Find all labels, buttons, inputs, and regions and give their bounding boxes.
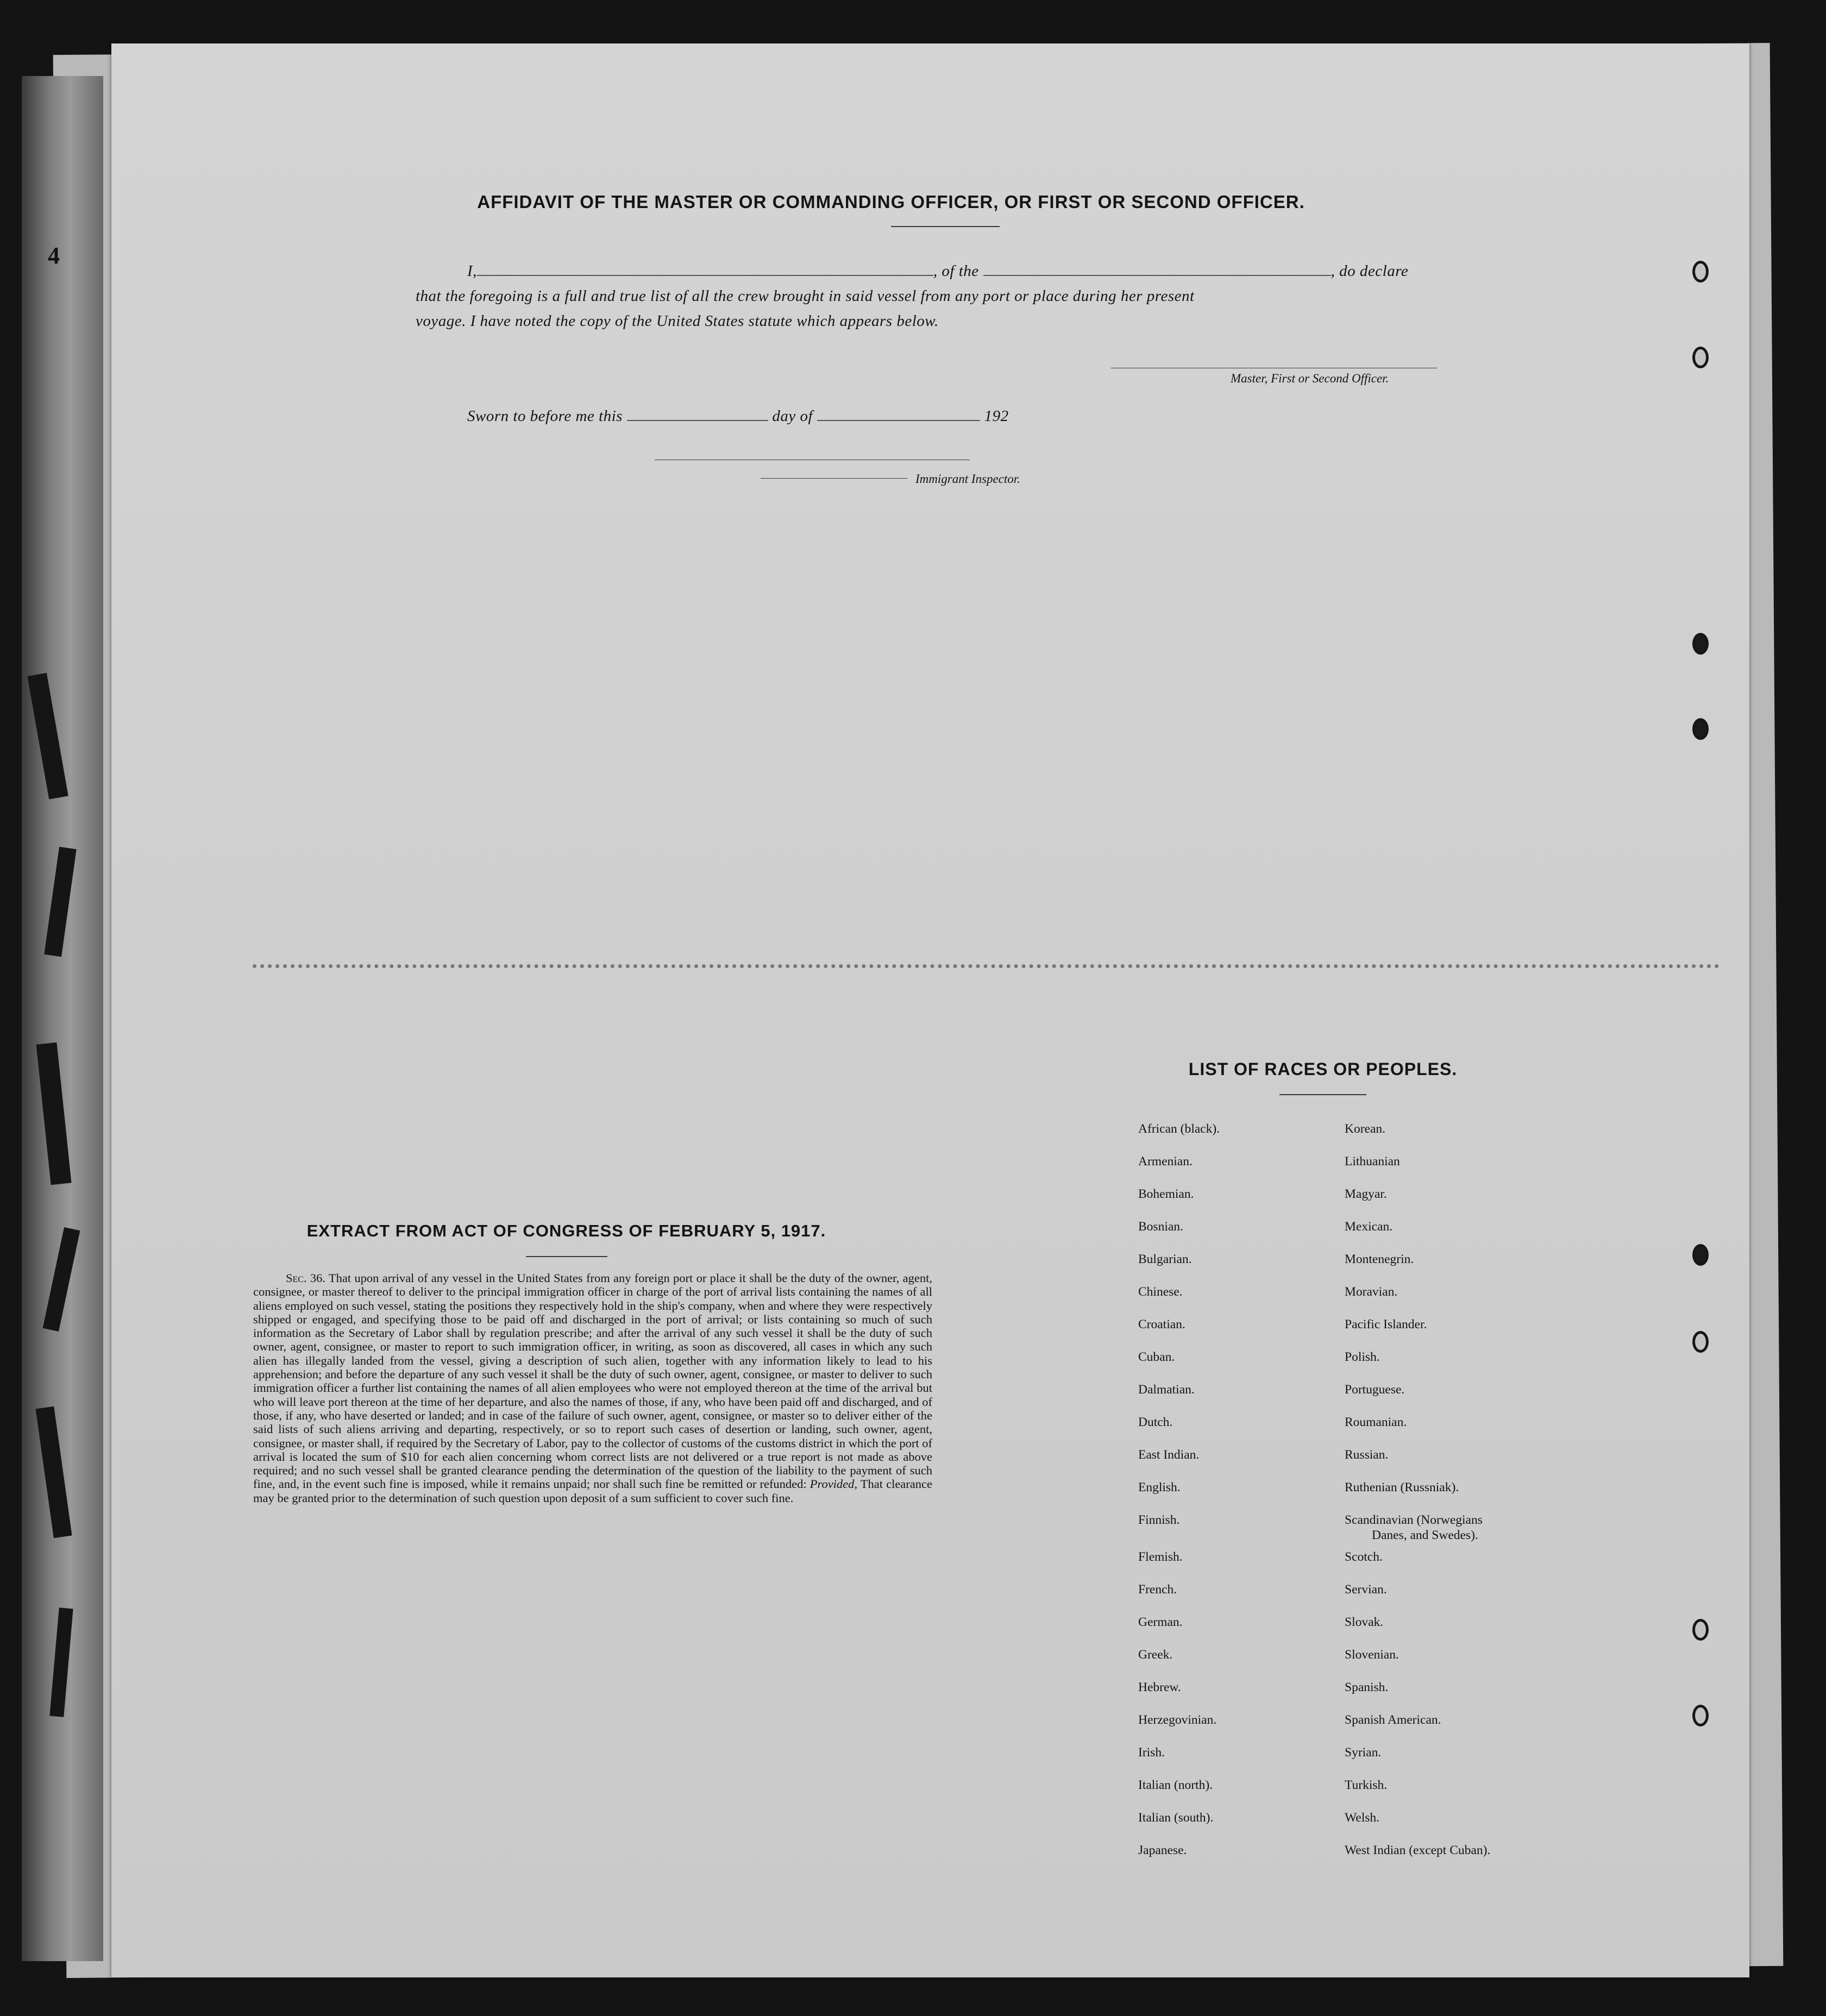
- punch-hole: [1692, 718, 1709, 740]
- race-item-right: Spanish.: [1345, 1680, 1389, 1694]
- inspector-line: [761, 478, 907, 479]
- race-item-left: Italian (north).: [1138, 1778, 1213, 1792]
- race-item-right: Portuguese.: [1345, 1383, 1405, 1397]
- punch-hole: [1692, 1619, 1709, 1641]
- race-item-left: Finnish.: [1138, 1513, 1180, 1527]
- sworn-day-of: day of: [772, 407, 813, 425]
- punch-hole: [1692, 1705, 1709, 1726]
- affidavit-line-2: that the foregoing is a full and true list of all the crew brought in said vessel from any port or place during her present: [416, 287, 1195, 305]
- race-item-left: Armenian.: [1138, 1154, 1193, 1169]
- race-item-left: Herzegovinian.: [1138, 1713, 1217, 1727]
- race-item-left: Dalmatian.: [1138, 1383, 1195, 1397]
- bleed-through-text: [225, 158, 1736, 187]
- race-item-right: Danes, and Swedes).: [1372, 1528, 1478, 1542]
- race-item-left: Greek.: [1138, 1648, 1173, 1662]
- race-item-left: African (black).: [1138, 1122, 1220, 1136]
- race-item-left: Bulgarian.: [1138, 1252, 1192, 1266]
- races-heading: LIST OF RACES OR PEOPLES.: [1188, 1059, 1458, 1079]
- extract-heading-rule: [526, 1256, 607, 1257]
- race-item-left: Hebrew.: [1138, 1680, 1181, 1694]
- punch-hole: [1692, 1331, 1709, 1353]
- race-item-right: Korean.: [1345, 1122, 1386, 1136]
- race-item-left: Japanese.: [1138, 1843, 1187, 1857]
- sworn-date-blank: [627, 406, 768, 421]
- race-item-right: Servian.: [1345, 1582, 1387, 1597]
- race-item-right: Turkish.: [1345, 1778, 1388, 1792]
- section-body: That upon arrival of any vessel in the United States from any foreign port or place it shall be the duty of the owner, agent, consignee, or master thereof to deliver to the principal immigration officer in charge of the port of arrival lists containing the names of all aliens employed on such vessel, stating the positions they respectively hold in the ship's company, when and where they were respectively shipped or engaged, and specifying those to be paid off and discharged in the port of arrival; or lists containing so much of such information as the Secretary of Labor shall by regulation prescribe; and after the arrival of any such vessel it shall be the duty of such owner, agent, consignee, or master to report to such immigration officer, in writing, as soon as discovered, all cases in which any such alien has illegally landed from the vessel, giving a description of such alien, together with any information likely to lead to his apprehension; and before the departure of any such vessel it shall be the duty of such owner, agent, consignee, or master to deliver to such immigration officer a further list containing the names of all alien employees who were not employed thereon at the time of the arrival but who will leave port thereon at the time of her departure, and also the names of those, if any, who have been paid off and discharged, and of those, if any, who have deserted or landed; and in case of the failure of such owner, agent, consignee, or master so to deliver either of the said lists of such aliens arriving and departing, respectively, or so to report such cases of desertion or landing, such owner, agent, consignee, or master shall, if required by the Secretary of Labor, pay to the collector of customs of the customs district in which the port of arrival is located the sum of $10 for each alien concerning whom correct lists are not delivered or a true report is not made as above required; and no such vessel shall be granted clearance pending the determination of the question of the liability to the payment of such fine, and, in the event such fine is imposed, while it remains unpaid; nor shall such fine be remitted or refunded:: [253, 1271, 933, 1491]
- inspector-label: Immigrant Inspector.: [915, 472, 1020, 486]
- race-item-left: Irish.: [1138, 1745, 1165, 1760]
- fold-crease: [253, 964, 1720, 968]
- race-item-left: Flemish.: [1138, 1550, 1183, 1564]
- race-item-right: Scotch.: [1345, 1550, 1383, 1564]
- signature-label: Master, First or Second Officer.: [1231, 372, 1389, 385]
- punch-hole: [1692, 261, 1709, 282]
- affidavit-of-the: , of the: [933, 262, 979, 280]
- race-item-right: Mexican.: [1345, 1220, 1393, 1234]
- document-page: [111, 43, 1749, 1977]
- vessel-blank: [983, 261, 1331, 276]
- sworn-prefix: Sworn to before me this: [467, 407, 623, 425]
- race-item-right: Russian.: [1345, 1448, 1389, 1462]
- race-item-left: East Indian.: [1138, 1448, 1200, 1462]
- sworn-month-blank: [817, 406, 980, 421]
- race-item-right: Lithuanian: [1345, 1154, 1400, 1169]
- race-item-left: Bosnian.: [1138, 1220, 1183, 1234]
- race-item-left: Bohemian.: [1138, 1187, 1194, 1201]
- race-item-right: Ruthenian (Russniak).: [1345, 1480, 1459, 1494]
- affidavit-declare: , do declare: [1331, 262, 1409, 280]
- race-item-right: Polish.: [1345, 1350, 1380, 1364]
- race-item-left: Cuban.: [1138, 1350, 1175, 1364]
- sworn-line: [467, 404, 1282, 429]
- race-item-right: Magyar.: [1345, 1187, 1387, 1201]
- extract-heading: EXTRACT FROM ACT OF CONGRESS OF FEBRUARY 5, 1917.: [306, 1221, 826, 1240]
- affidavit-line-3: voyage. I have noted the copy of the United States statute which appears below.: [416, 312, 939, 330]
- affidavit-heading-rule: [891, 226, 1000, 227]
- race-item-left: Croatian.: [1138, 1317, 1185, 1332]
- provided-clause: Provided,: [810, 1477, 858, 1491]
- race-item-left: German.: [1138, 1615, 1183, 1629]
- binding-strip: [22, 76, 103, 1961]
- race-item-right: Roumanian.: [1345, 1415, 1407, 1429]
- race-item-left: Chinese.: [1138, 1285, 1183, 1299]
- extract-section-36: [253, 1271, 932, 1505]
- race-item-right: Montenegrin.: [1345, 1252, 1414, 1266]
- race-item-right: Spanish American.: [1345, 1713, 1441, 1727]
- punch-hole: [1692, 347, 1709, 368]
- affidavit-declaration: [416, 259, 1611, 334]
- race-item-left: French.: [1138, 1582, 1177, 1597]
- punch-hole: [1692, 633, 1709, 655]
- race-item-right: Pacific Islander.: [1345, 1317, 1427, 1332]
- race-item-right: Moravian.: [1345, 1285, 1398, 1299]
- race-item-left: Italian (south).: [1138, 1811, 1214, 1825]
- race-item-right: Welsh.: [1345, 1811, 1380, 1825]
- section-label: Sec. 36.: [286, 1271, 326, 1285]
- name-blank: [477, 261, 933, 276]
- race-item-right: Syrian.: [1345, 1745, 1382, 1760]
- race-item-right: Scandinavian (Norwegians: [1345, 1513, 1483, 1527]
- punch-hole: [1692, 1244, 1709, 1266]
- sworn-year: 192: [984, 407, 1009, 425]
- races-heading-rule: [1279, 1094, 1366, 1095]
- race-item-left: English.: [1138, 1480, 1181, 1494]
- section-tail: That clearance may be granted prior to the determination of such question upon deposit of a sum sufficient to cover such fine.: [253, 1477, 932, 1505]
- race-item-right: Slovak.: [1345, 1615, 1384, 1629]
- affidavit-i: I,: [467, 262, 477, 280]
- race-item-right: Slovenian.: [1345, 1648, 1399, 1662]
- affidavit-heading: AFFIDAVIT OF THE MASTER OR COMMANDING OFFICER, OR FIRST OR SECOND OFFICER.: [477, 192, 1305, 212]
- strip-page-number: 4: [48, 242, 60, 269]
- race-item-right: West Indian (except Cuban).: [1345, 1843, 1491, 1857]
- race-item-left: Dutch.: [1138, 1415, 1173, 1429]
